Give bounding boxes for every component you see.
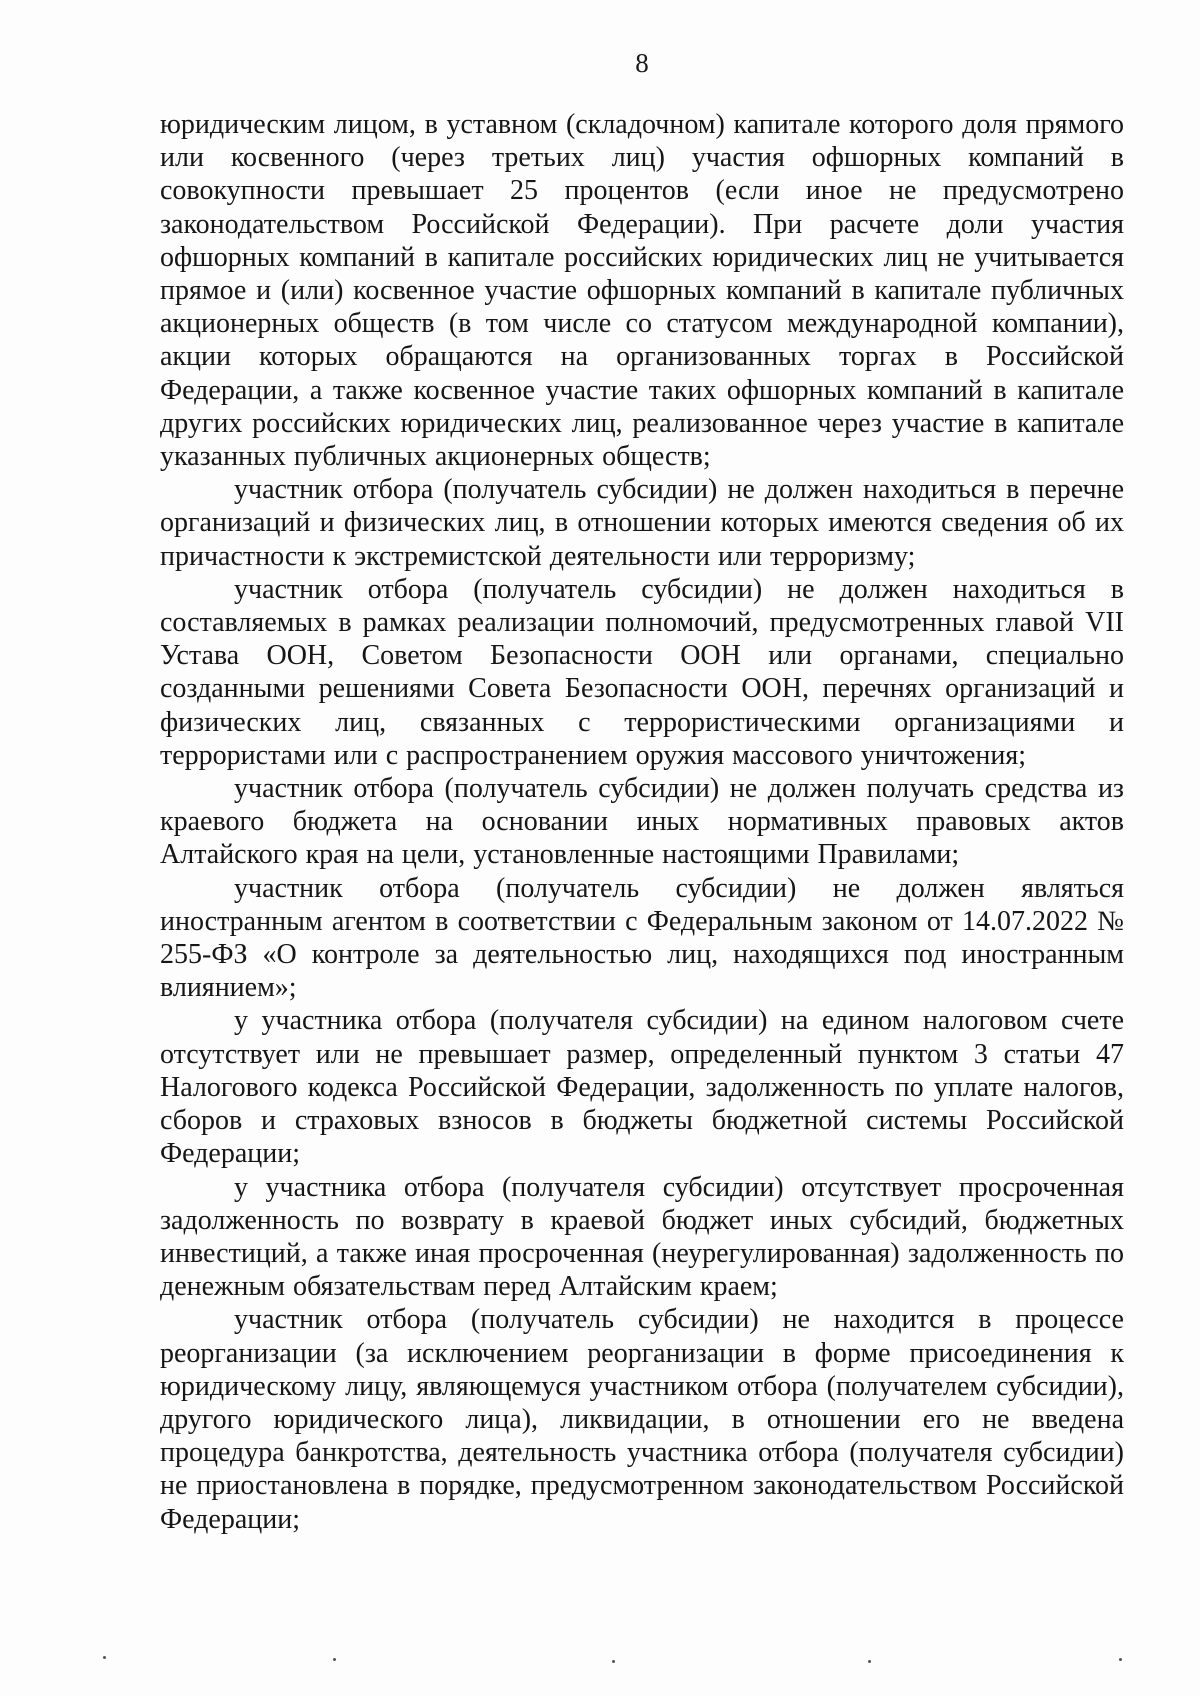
document-body — [160, 108, 1124, 1536]
scan-dot — [103, 1656, 106, 1659]
paragraph-tax-debt: у участника отбора (получателя субсидии) на едином налоговом счете отсутствует или не превышает размер, определенный пунктом 3 статьи 47 Налогового кодекса Российской Федерации, задолженность по уплате налогов, сборов и страховых взносов в бюджеты бюджетной системы Российской Федерации; — [160, 1005, 1124, 1170]
paragraph-overdue-debt: у участника отбора (получателя субсидии) отсутствует просроченная задолженность по возврату в краевой бюджет иных субсидий, бюджетных инвестиций, а также иная просроченная (неурегулированная) задолженность по денежным обязательствам перед Алтайским краем; — [160, 1171, 1124, 1303]
paragraph-regional-budget-funds: участник отбора (получатель субсидии) не должен получать средства из краевого бюджета на основании иных нормативных правовых актов Алтайского края на цели, установленные настоящими Правилами; — [160, 773, 1124, 871]
scan-dot — [1119, 1658, 1122, 1661]
paragraph-extremism-list: участник отбора (получатель субсидии) не должен находиться в перечне организаций и физических лиц, в отношении которых имеются сведения об их причастности к экстремистской деятельности или терроризму; — [160, 474, 1124, 572]
scan-dot — [612, 1660, 615, 1663]
paragraph-offshore-participation: юридическим лицом, в уставном (складочном) капитале которого доля прямого или косвенного (через третьих лиц) участия офшорных компаний в совокупности превышает 25 процентов (если иное не предусмотрено законодательством Российской Федерации). При расчете доли участия офшорных компаний в капитале российских юридических лиц не учитывается прямое и (или) косвенное участие офшорных компаний в капитале публичных акционерных обществ (в том числе со статусом международной компании), акции которых обращаются на организованных торгах в Российской Федерации, а также косвенное участие таких офшорных компаний в капитале других российских юридических лиц, реализованное через участие в капитале указанных публичных акционерных обществ; — [160, 109, 1124, 473]
scan-dot — [333, 1658, 336, 1661]
paragraph-reorganization: участник отбора (получатель субсидии) не находится в процессе реорганизации (за исключением реорганизации в форме присоединения к юридическому лицу, являющемуся участником отбора (получателем субсидии), другого юридического лица), ликвидации, в отношении его не введена процедура банкротства, деятельность участника отбора (получателя субсидии) не приостановлена в порядке, предусмотренном законодательством Российской Федерации; — [160, 1304, 1124, 1535]
paragraph-un-sanctions-list: участник отбора (получатель субсидии) не должен находиться в составляемых в рамках реализации полномочий, предусмотренных главой VII Устава ООН, Советом Безопасности ООН или органами, специально созданными решениями Совета Безопасности ООН, перечнях организаций и физических лиц, связанных с террористическими организациями и террористами или с распространением оружия массового уничтожения; — [160, 573, 1124, 771]
paragraph-foreign-agent: участник отбора (получатель субсидии) не должен являться иностранным агентом в соответствии с Федеральным законом от 14.07.2022 № 255-ФЗ «О контроле за деятельностью лиц, находящихся под иностранным влиянием»; — [160, 872, 1124, 1004]
page-number: 8 — [635, 48, 649, 78]
scan-dot — [868, 1660, 871, 1663]
